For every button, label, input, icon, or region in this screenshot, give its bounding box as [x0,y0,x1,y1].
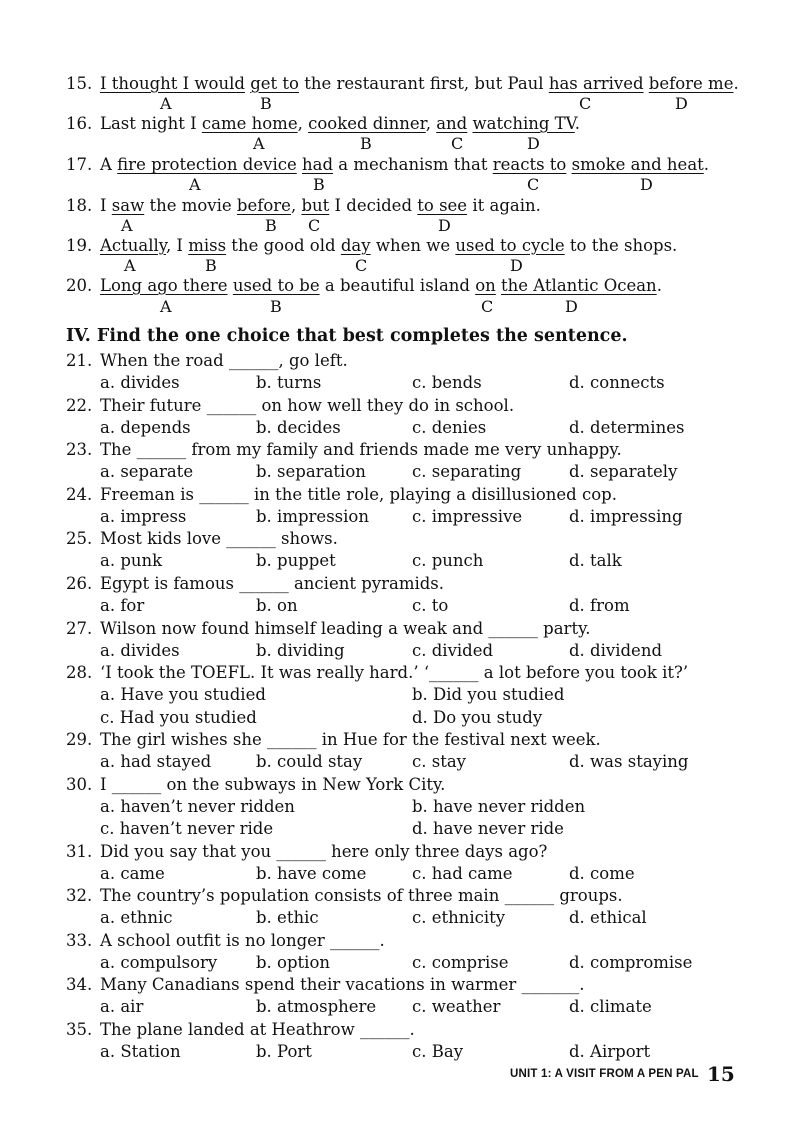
option-letter-c: C [355,256,368,275]
question-text: Most kids love ______ shows. [100,529,338,548]
choice-row [100,507,740,529]
question-text: The ______ from my family and friends made me very unhappy. [100,440,622,459]
answer-choice-d[interactable]: d. talk [569,551,622,570]
option-letter-b: B [265,216,277,235]
choice-row [100,864,740,886]
answer-choice-c[interactable]: c. denies [412,418,487,437]
question-15 [66,74,739,93]
question-20 [66,276,662,295]
text-segment: it again. [467,196,541,215]
question-number: 30. [66,775,93,794]
question-text: The plane landed at Heathrow ______. [100,1020,415,1039]
question-32 [66,886,623,905]
choice-row [100,418,740,440]
choice-row [100,997,740,1019]
answer-choice-b[interactable]: b. Did you studied [412,685,565,704]
answer-choice-b[interactable]: b. option [256,953,331,972]
answer-choice-c[interactable]: c. weather [412,997,501,1016]
question-24 [66,485,617,504]
choice-row [100,596,740,618]
option-letter-a: A [160,94,172,113]
option-letter-b: B [270,297,282,316]
choice-row [100,641,740,663]
question-number: 23. [66,440,93,459]
underlined-segment-a: saw [111,196,145,215]
underlined-segment-c: and [436,114,468,133]
answer-choice-d[interactable]: d. from [569,596,630,615]
question-text: The country’s population consists of three main ______ groups. [100,886,623,905]
underlined-segment-d: before me [648,74,734,93]
answer-choice-c[interactable]: c. divided [412,641,494,660]
text-segment: A [100,155,118,174]
answer-letters-16 [0,134,800,154]
answer-choice-c[interactable]: c. to [412,596,449,615]
question-text: Many Canadians spend their vacations in warmer _______. [100,975,585,994]
question-28 [66,663,688,682]
answer-choice-c[interactable]: c. bends [412,373,482,392]
question-23 [66,440,622,459]
text-segment: I decided [329,196,418,215]
question-35 [66,1020,415,1039]
option-letter-b: B [360,134,372,153]
underlined-segment-d: watching TV [472,114,575,133]
answer-choice-b[interactable]: b. dividing [256,641,345,660]
answer-letters-17 [0,175,800,195]
question-34 [66,975,584,994]
option-letter-d: D [640,175,653,194]
question-text: ‘I took the TOEFL. It was really hard.’ ‘______ a lot before you took it?’ [100,663,689,682]
answer-letters-18 [0,216,800,236]
option-letter-d: D [527,134,540,153]
underlined-segment-a: I thought I would [100,74,245,93]
question-text: Egypt is famous ______ ancient pyramids. [100,574,445,593]
question-text: I ______ on the subways in New York City. [100,775,446,794]
question-17 [66,155,709,174]
answer-choice-c[interactable]: c. comprise [412,953,509,972]
choice-row [100,797,740,819]
answer-choice-b[interactable]: b. Port [256,1042,312,1061]
text-segment: Last night I [100,114,202,133]
underlined-segment-b: miss [188,236,227,255]
question-number: 27. [66,619,93,638]
option-letter-c: C [308,216,321,235]
text-segment: , I [165,236,189,255]
option-letter-a: A [124,256,136,275]
answer-choice-a[interactable]: a. ethnic [100,908,173,927]
option-letter-b: B [205,256,217,275]
question-number: 18. [66,196,93,215]
question-text: A school outfit is no longer ______. [100,931,385,950]
answer-choice-b[interactable]: b. on [256,596,298,615]
question-number: 31. [66,842,93,861]
answer-choice-b[interactable]: b. decides [256,418,341,437]
answer-choice-d[interactable]: d. compromise [569,953,693,972]
answer-choice-a[interactable]: a. Have you studied [100,685,266,704]
question-text: Their future ______ on how well they do in school. [100,396,515,415]
answer-choice-d[interactable]: d. have never ride [412,819,564,838]
text-segment: to the shops. [564,236,678,255]
choice-row [100,908,740,930]
question-22 [66,396,514,415]
answer-letters-20 [0,297,800,317]
underlined-segment-a: fire protection device [117,155,297,174]
text-segment: the good old [226,236,341,255]
answer-choice-c[interactable]: c. impressive [412,507,523,526]
answer-choice-b[interactable]: b. impression [256,507,369,526]
answer-choice-c[interactable]: c. punch [412,551,484,570]
option-letter-c: C [527,175,540,194]
answer-choice-a[interactable]: a. Station [100,1042,181,1061]
answer-choice-a[interactable]: a. came [100,864,165,883]
question-33 [66,931,385,950]
answer-choice-d[interactable]: d. determines [569,418,685,437]
question-number: 33. [66,931,93,950]
question-number: 20. [66,276,93,295]
answer-choice-d[interactable]: d. come [569,864,635,883]
question-number: 19. [66,236,93,255]
option-letter-d: D [438,216,451,235]
answer-choice-a[interactable]: a. divides [100,641,180,660]
choice-row [100,708,740,730]
answer-choice-d[interactable]: d. connects [569,373,665,392]
answer-choice-c[interactable]: c. haven’t never ride [100,819,274,838]
answer-choice-a[interactable]: a. depends [100,418,191,437]
answer-choice-d[interactable]: d. Airport [569,1042,651,1061]
question-number: 24. [66,485,93,504]
option-letter-a: A [189,175,201,194]
question-text: When the road ______, go left. [100,351,348,370]
answer-choice-a[interactable]: a. air [100,997,144,1016]
answer-choice-d[interactable]: d. ethical [569,908,647,927]
question-text: The girl wishes she ______ in Hue for the festival next week. [100,730,601,749]
answer-choice-b[interactable]: b. turns [256,373,322,392]
underlined-segment-a: came home [201,114,298,133]
answer-choice-c[interactable]: c. had came [412,864,513,883]
underlined-segment-a: Long ago there [100,276,228,295]
answer-choice-a[interactable]: a. separate [100,462,194,481]
answer-choice-c[interactable]: c. stay [412,752,466,771]
text-segment: when we [370,236,456,255]
choice-row [100,953,740,975]
question-number: 32. [66,886,93,905]
text-segment: a mechanism that [333,155,493,174]
question-text: Did you say that you ______ here only three days ago? [100,842,548,861]
answer-choice-b[interactable]: b. have never ridden [412,797,586,816]
answer-letters-15 [0,94,800,114]
underlined-segment-c: reacts to [492,155,567,174]
answer-choice-d[interactable]: d. climate [569,997,652,1016]
option-letter-d: D [675,94,688,113]
underlined-segment-c: day [340,236,371,255]
option-letter-c: C [579,94,592,113]
answer-choice-a[interactable]: a. haven’t never ridden [100,797,295,816]
question-number: 21. [66,351,93,370]
text-segment: . [703,155,710,174]
answer-choice-c[interactable]: c. ethnicity [412,908,506,927]
section-heading: IV. Find the one choice that best completes the sentence. [66,326,628,346]
underlined-segment-b: get to [250,74,299,93]
text-segment: I [100,196,112,215]
underlined-segment-d: to see [417,196,468,215]
question-number: 29. [66,730,93,749]
question-number: 16. [66,114,93,133]
answer-choice-b[interactable]: b. atmosphere [256,997,377,1016]
answer-choice-a[interactable]: a. impress [100,507,187,526]
question-26 [66,574,444,593]
answer-choice-c[interactable]: c. separating [412,462,522,481]
text-segment: . [733,74,739,93]
answer-choice-d[interactable]: d. Do you study [412,708,543,727]
question-21 [66,351,348,370]
question-16 [66,114,580,133]
underlined-segment-b: used to be [232,276,320,295]
answer-choice-a[interactable]: a. had stayed [100,752,212,771]
answer-choice-d[interactable]: d. separately [569,462,678,481]
option-letter-c: C [481,297,494,316]
answer-choice-b[interactable]: b. could stay [256,752,363,771]
answer-choice-d[interactable]: d. was staying [569,752,689,771]
question-number: 26. [66,574,93,593]
question-number: 28. [66,663,93,682]
question-27 [66,619,590,638]
underlined-segment-d: smoke and heat [571,155,704,174]
answer-choice-b[interactable]: b. puppet [256,551,336,570]
page-number: 15 [707,1062,735,1086]
answer-letters-19 [0,256,800,276]
underlined-segment-d: the Atlantic Ocean [501,276,657,295]
answer-choice-b[interactable]: b. ethic [256,908,319,927]
answer-choice-b[interactable]: b. have come [256,864,367,883]
underlined-segment-d: used to cycle [455,236,565,255]
question-text: Wilson now found himself leading a weak and ______ party. [100,619,591,638]
choice-row [100,551,740,573]
option-letter-a: A [253,134,265,153]
underlined-segment-b: cooked dinner [308,114,426,133]
option-letter-a: A [121,216,133,235]
underlined-segment-c: but [301,196,330,215]
answer-choice-a[interactable]: a. for [100,596,145,615]
text-segment: the movie [144,196,237,215]
underlined-segment-a: Actually [100,236,166,255]
underlined-segment-b: before [236,196,291,215]
option-letter-a: A [160,297,172,316]
text-segment: a beautiful island [319,276,476,295]
choice-row [100,373,740,395]
underlined-segment-c: on [475,276,496,295]
underlined-segment-c: has arrived [548,74,644,93]
question-number: 15. [66,74,93,93]
choice-row [100,462,740,484]
option-letter-d: D [510,256,523,275]
question-number: 25. [66,529,93,548]
question-number: 22. [66,396,93,415]
text-segment: the restaurant first, but Paul [298,74,549,93]
answer-choice-b[interactable]: b. separation [256,462,366,481]
answer-choice-c[interactable]: c. Bay [412,1042,464,1061]
unit-label: UNIT 1: A VISIT FROM A PEN PAL [510,1068,699,1080]
question-number: 35. [66,1020,93,1039]
answer-choice-a[interactable]: a. compulsory [100,953,218,972]
underlined-segment-b: had [302,155,334,174]
text-segment: , [297,114,309,133]
question-25 [66,529,338,548]
question-30 [66,775,445,794]
choice-row [100,685,740,707]
option-letter-b: B [313,175,325,194]
answer-choice-a[interactable]: a. divides [100,373,180,392]
text-segment: . [656,276,662,295]
choice-row [100,752,740,774]
answer-choice-a[interactable]: a. punk [100,551,163,570]
option-letter-c: C [451,134,464,153]
option-letter-d: D [565,297,578,316]
question-18 [66,196,541,215]
answer-choice-d[interactable]: d. dividend [569,641,663,660]
question-number: 34. [66,975,93,994]
text-segment: , [290,196,302,215]
question-29 [66,730,601,749]
answer-choice-d[interactable]: d. impressing [569,507,683,526]
text-segment: . [574,114,580,133]
question-text: Freeman is ______ in the title role, playing a disillusioned cop. [100,485,617,504]
choice-row [100,1042,740,1064]
question-19 [66,236,677,255]
answer-choice-c[interactable]: c. Had you studied [100,708,257,727]
question-31 [66,842,547,861]
choice-row [100,819,740,841]
text-segment: , [425,114,437,133]
question-number: 17. [66,155,93,174]
option-letter-b: B [260,94,272,113]
